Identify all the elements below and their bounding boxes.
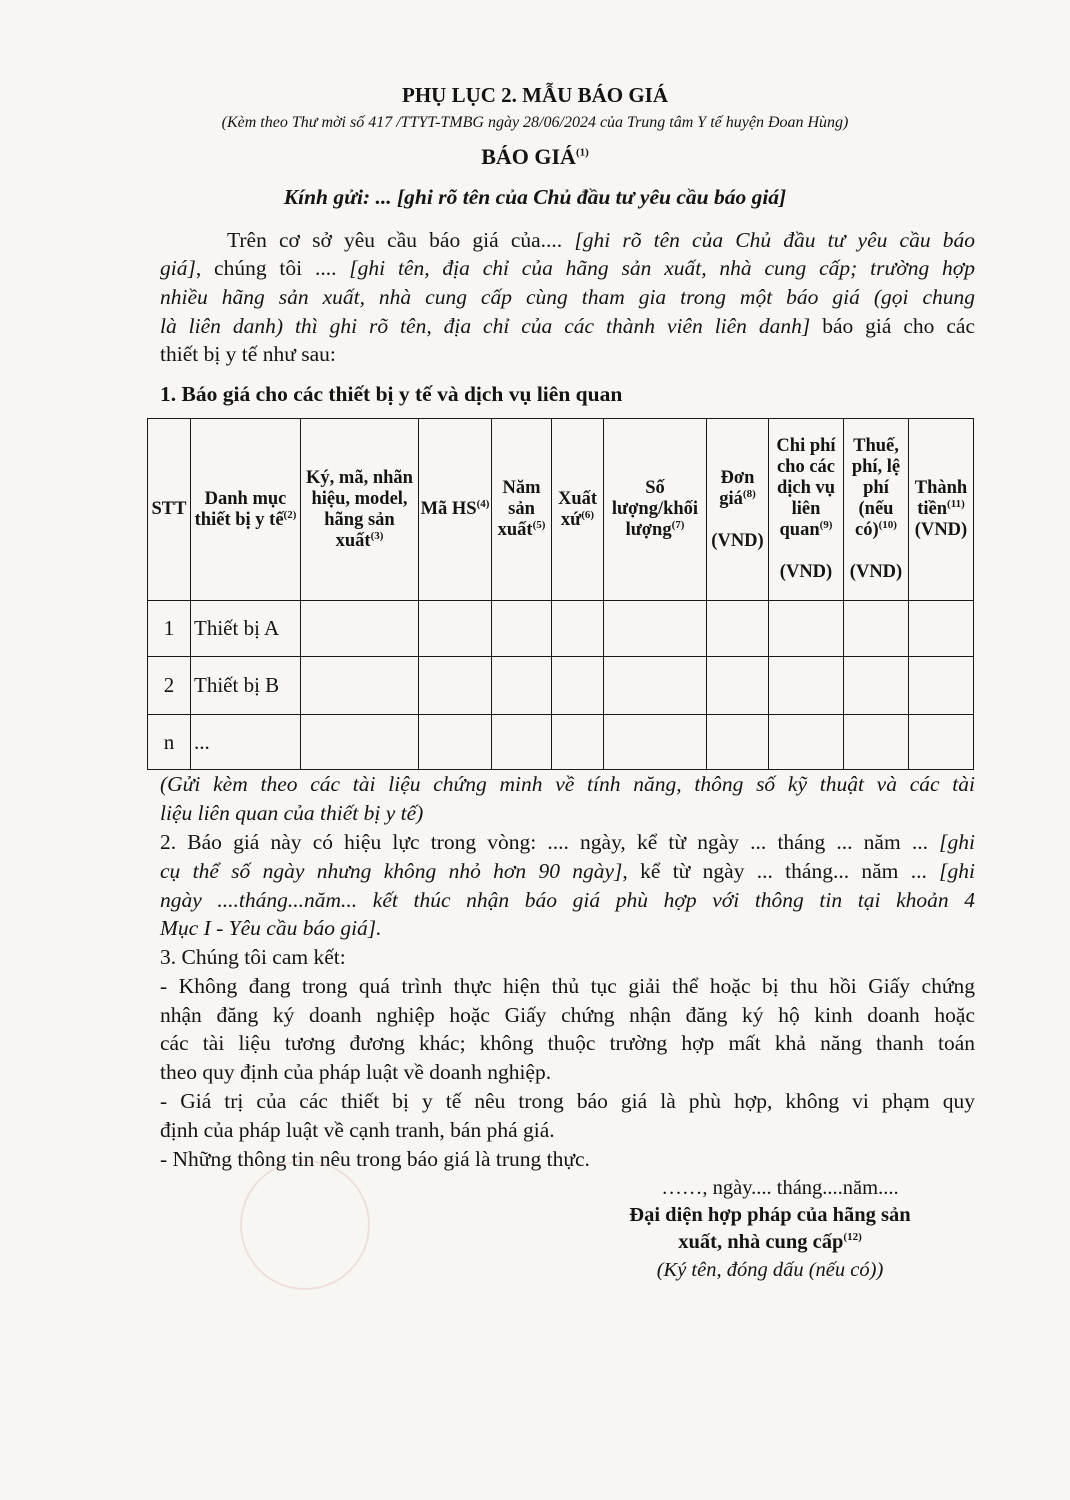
row-stt: 2 [148,657,191,715]
commitment-2-line-1: - Giá trị của các thiết bị y tế nêu trong báo giá là phù hợp, không vi phạm quy [160,1089,975,1113]
row-device-name: Thiết bị B [191,657,301,715]
header-danh-muc: Danh mục thiết bị y tế$^{(2)}$ [191,419,301,601]
row-device-name: ... [191,715,301,770]
row-stt: 1 [148,601,191,657]
row-device-name: Thiết bị A [191,601,301,657]
header-xuat-xu: Xuất xứ$^{(6)}$ [552,419,604,601]
section-1-heading: 1. Báo giá cho các thiết bị y tế và dịch vụ liên quan [160,382,623,406]
intro-line-1: Trên cơ sở yêu cầu báo giá của.... [ghi rõ tên của Chủ đầu tư yêu cầu báo [227,228,975,252]
section-2-line-2: cụ thể số ngày nhưng không nhỏ hơn 90 ngày], kể từ ngày ... tháng... năm ... [ghi [160,859,975,883]
header-stt: STT [148,419,191,601]
table-row [148,657,974,715]
intro-line-3: nhiều hãng sản xuất, nhà cung cấp cùng tham gia trong một báo giá (gọi chung [160,285,975,309]
signature-instruction: (Ký tên, đóng dấu (nếu có)) [656,1259,884,1281]
commitment-2-line-2: định của pháp luật về cạnh tranh, bán phá giá. [160,1118,555,1142]
table-row [148,601,974,657]
attachment-note-line-2: liệu liên quan của thiết bị y tế) [160,801,424,825]
table-row [148,715,974,770]
header-thanh-tien: Thành tiền$^{(11)}$ (VND) [909,419,974,601]
header-thue: Thuế, phí, lệ phí (nếu có)$^{(10)}$ (VND) [844,419,909,601]
header-nam-sx: Năm sản xuất$^{(5)}$ [492,419,552,601]
faint-stamp [240,1160,370,1290]
intro-line-2: giá], chúng tôi .... [ghi tên, địa chỉ của hãng sản xuất, nhà cung cấp; trường hợp [160,256,975,280]
table-header-row [148,419,974,601]
attachment-note-line-1: (Gửi kèm theo các tài liệu chứng minh về tính năng, thông số kỹ thuật và các tài [160,772,975,796]
intro-line-5: thiết bị y tế như sau: [160,342,336,366]
signature-title-line-1: Đại diện hợp pháp của hãng sản [629,1204,911,1226]
header-so-luong: Số lượng/khối lượng$^{(7)}$ [604,419,707,601]
header-chi-phi: Chi phí cho các dịch vụ liên quan$^{(9)}$ (VND) [769,419,844,601]
commitment-3: - Những thông tin nêu trong báo giá là trung thực. [160,1147,590,1171]
document-subtitle: (Kèm theo Thư mời số 417 /TTYT-TMBG ngày 28/06/2024 của Trung tâm Y tế huyện Đoan Hùng) [221,114,849,131]
appendix-title: PHỤ LỤC 2. MẪU BÁO GIÁ [402,83,668,107]
section-2-line-4: Mục I - Yêu cầu báo giá]. [160,916,382,940]
commitment-1-line-3: các tài liệu tương đương khác; không thuộc trường hợp mất khả năng thanh toán [160,1031,975,1055]
section-2-line-3: ngày ....tháng...năm... kết thúc nhận báo giá phù hợp với thông tin tại khoản 4 [160,888,975,912]
header-ma-hs: Mã HS$^{(4)}$ [419,419,492,601]
commitment-1-line-2: nhận đăng ký doanh nghiệp hoặc Giấy chứng nhận đăng ký hộ kinh doanh hoặc [160,1003,975,1027]
recipient-line: Kính gửi: ... [ghi rõ tên của Chủ đầu tư yêu cầu báo giá] [283,185,787,209]
signature-date: ……, ngày.... tháng....năm.... [661,1177,899,1199]
intro-line-4: là liên danh) thì ghi rõ tên, địa chỉ của các thành viên liên danh] báo giá cho các [160,314,975,338]
section-3-heading: 3. Chúng tôi cam kết: [160,945,346,969]
signature-title-line-2: xuất, nhà cung cấp$^{(12)}$ [678,1231,862,1253]
row-stt: n [148,715,191,770]
header-don-gia: Đơn giá$^{(8)}$ (VND) [707,419,769,601]
quote-table [147,418,974,770]
quote-title: BÁO GIÁ$^{(1)}$ [481,144,589,169]
commitment-1-line-4: theo quy định của pháp luật về doanh nghiệp. [160,1060,552,1084]
header-ky-ma: Ký, mã, nhãn hiệu, model, hãng sản xuất$^{(3)}$ [301,419,419,601]
section-2-line-1: 2. Báo giá này có hiệu lực trong vòng: .... ngày, kể từ ngày ... tháng ... năm ... [ghi [160,830,975,854]
commitment-1-line-1: - Không đang trong quá trình thực hiện thủ tục giải thể hoặc bị thu hồi Giấy chứng [160,974,975,998]
